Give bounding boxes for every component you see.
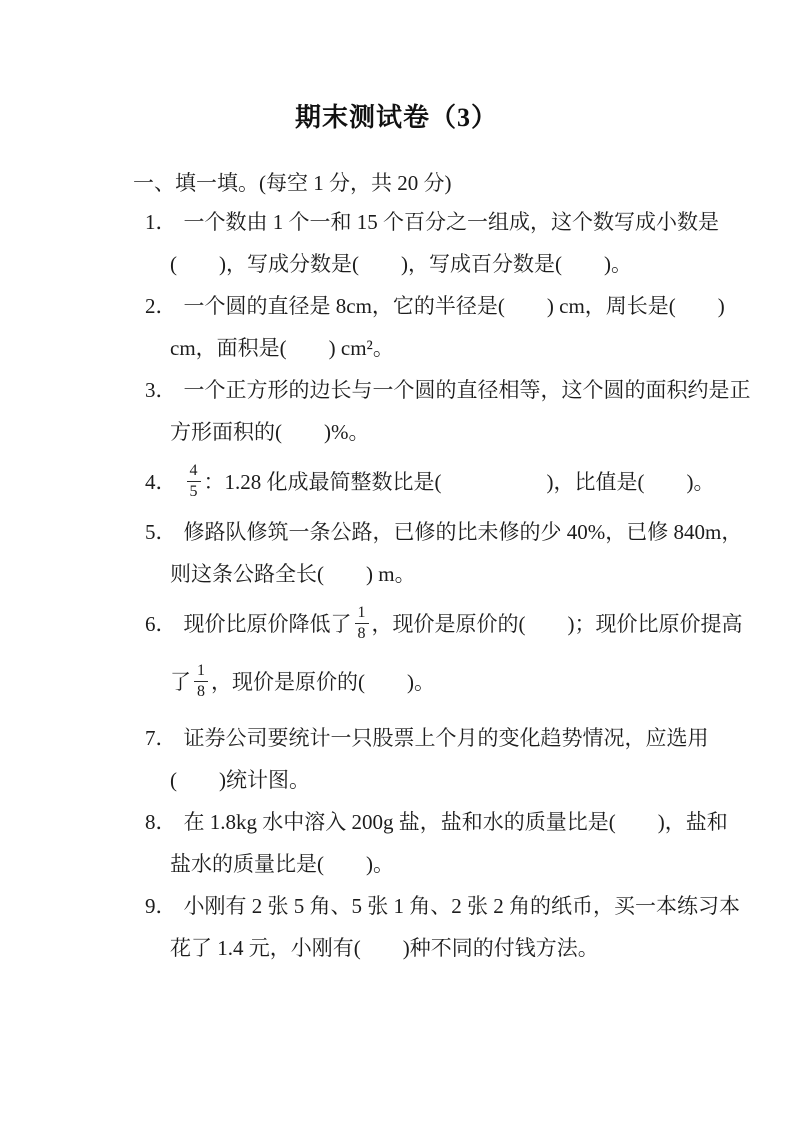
question-number: 5． (145, 520, 177, 544)
question-text: 盐水的质量比是( )。 (170, 852, 394, 876)
question-number: 1． (145, 210, 177, 234)
fraction-numerator: 1 (194, 662, 208, 681)
fraction-numerator: 4 (187, 462, 201, 481)
fraction-numerator: 1 (355, 604, 369, 623)
question-text: 在 1.8kg 水中溶入 200g 盐，盐和水的质量比是( )，盐和 (183, 810, 728, 834)
questions-list (145, 200, 793, 968)
question-line (145, 510, 793, 552)
section-heading: 一、填一填。(每空 1 分，共 20 分) (133, 171, 452, 195)
question-line (170, 758, 793, 800)
question-line (170, 242, 793, 284)
question-item (145, 368, 793, 452)
question-text: 花了 1.4 元，小刚有( )种不同的付钱方法。 (170, 936, 599, 960)
question-line (145, 716, 793, 758)
question-text: 现价比原价降低了 (183, 612, 352, 636)
question-line (145, 200, 793, 242)
question-text: 一个圆的直径是 8cm，它的半径是( ) cm，周长是( ) (183, 294, 725, 318)
fraction (194, 662, 208, 700)
question-line (170, 552, 793, 594)
question-line (145, 452, 793, 510)
fraction-denominator: 8 (197, 682, 205, 700)
question-text: ( )统计图。 (170, 768, 310, 792)
question-number: 6． (145, 612, 177, 636)
question-text: 则这条公路全长( ) m。 (170, 562, 416, 586)
question-number: 3． (145, 378, 177, 402)
question-line (170, 326, 793, 368)
question-number: 4． (145, 470, 177, 494)
question-item (145, 884, 793, 968)
question-number: 2． (145, 294, 177, 318)
question-text: 了 (170, 670, 191, 694)
fraction (355, 604, 369, 642)
question-text: ，现价是原价的( )；现价比原价提高 (371, 612, 743, 636)
fraction-denominator: 5 (189, 482, 198, 500)
question-text: ，现价是原价的( )。 (211, 670, 435, 694)
question-item (145, 594, 793, 710)
question-text: 一个正方形的边长与一个圆的直径相等，这个圆的面积约是正 (183, 378, 751, 402)
question-line (170, 410, 793, 452)
question-text: 一个数由 1 个一和 15 个百分之一组成，这个数写成小数是 (183, 210, 719, 234)
question-line (145, 368, 793, 410)
question-number: 8． (145, 810, 177, 834)
question-text: ：1.28 化成最简整数比是( )，比值是( )。 (203, 470, 715, 494)
question-text: 修路队修筑一条公路，已修的比未修的少 40%，已修 840m， (183, 520, 743, 544)
question-item (145, 284, 793, 368)
question-text: 小刚有 2 张 5 角、5 张 1 角、2 张 2 角的纸币，买一本练习本 (183, 894, 740, 918)
question-item (145, 510, 793, 594)
question-line (145, 800, 793, 842)
question-line (145, 884, 793, 926)
question-line (170, 652, 793, 710)
question-item (145, 716, 793, 800)
question-text: 方形面积的( )%。 (170, 420, 370, 444)
fraction-denominator: 8 (357, 624, 366, 642)
question-line (170, 926, 793, 968)
fraction (187, 462, 201, 500)
question-text: cm，面积是( ) cm²。 (170, 336, 394, 360)
question-line (145, 284, 793, 326)
question-text: 证券公司要统计一只股票上个月的变化趋势情况，应选用 (183, 726, 709, 750)
question-number: 7． (145, 726, 177, 750)
page-title: 期末测试卷（3） (294, 103, 498, 132)
question-item (145, 800, 793, 884)
question-item (145, 200, 793, 284)
question-text: ( )，写成分数是( )，写成百分数是( )。 (170, 252, 632, 276)
question-line (170, 842, 793, 884)
question-number: 9． (145, 894, 177, 918)
question-line (145, 594, 793, 652)
question-item (145, 452, 793, 510)
